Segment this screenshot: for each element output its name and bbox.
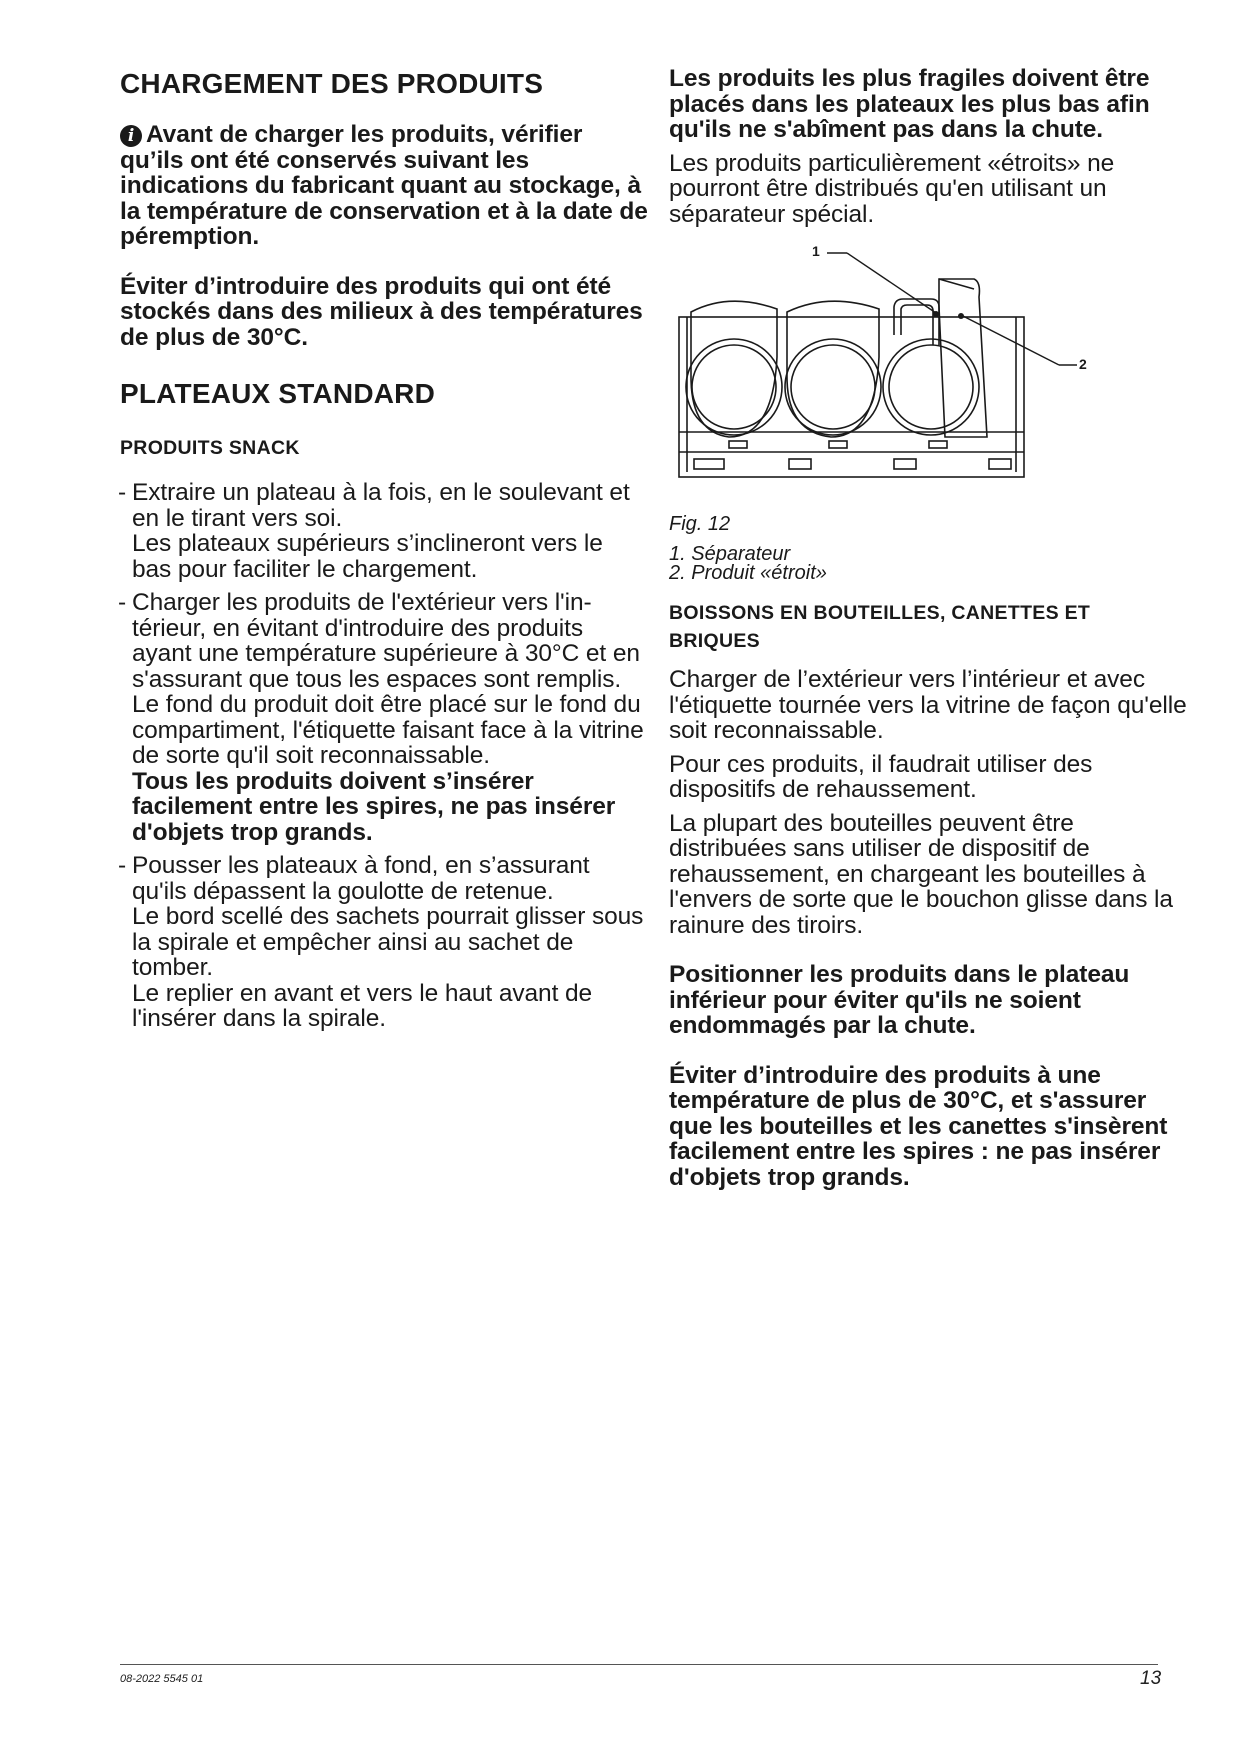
item2-bold: Tous les produits doivent s’insérer facilement entre les spires, ne pas insérer d'objets trop grands. (132, 767, 616, 846)
instruction-list (120, 480, 648, 1032)
footer-divider (120, 1664, 1158, 1665)
item2-text: Charger les produits de l'extérieur vers l'intérieur, en évitant d'introduire des produits ayant une température supérieure à 30°C et en s'assurant que tous les espaces sont remplis. Le fond du produit doit être placé sur le fond du compartiment, l'étiquette faisant face à la vitrine de sorte qu'il soit reconnaissable. (132, 589, 644, 769)
item1-text1: Extraire un plateau à la fois, en le soulevant et en le tirant vers soi. (132, 479, 630, 532)
fragile-paragraph: Les produits les plus fragiles doivent être placés dans les plateaux les plus bas afin qu'ils ne s'abîment pas dans la chute. (669, 65, 1150, 143)
legend-item-2: 2. Produit «étroit» (669, 562, 827, 584)
right-column (669, 66, 1191, 1190)
left-column (120, 66, 648, 1040)
legend-item-1: 1. Séparateur (669, 543, 791, 565)
figure-legend (669, 545, 1191, 583)
list-item: - Pousser les plateaux à fond, en s’assurant qu'ils dépassent la goulotte de retenue. Le bord scellé des sachets pourrait glisser sous la spirale et empêcher ainsi au sachet de tomber. Le replier en avant et vers le haut avant de l'insérer dans la spirale. (120, 853, 648, 1032)
page-number: 13 (1140, 1668, 1162, 1689)
info-icon: i (120, 125, 142, 147)
item3-text1: Pousser les plateaux à fond, en s’assurant qu'ils dépassent la goulotte de retenue. (132, 852, 590, 905)
figure-12 (669, 237, 1089, 507)
warning-paragraph: Éviter d’introduire des produits qui ont été stockés dans des milieux à des températures de plus de 30°C. (120, 272, 643, 351)
item1-text2: Les plateaux supérieurs s’inclineront vers le bas pour faciliter le chargement. (132, 530, 603, 583)
subheading-boissons: BOISSONS EN BOUTEILLES, CANETTES ET BRIQUES (669, 602, 1091, 652)
bold-positionner: Positionner les produits dans le plateau inférieur pour éviter qu'ils ne soient endommagés par la chute. (669, 961, 1130, 1039)
figure-caption: Fig. 12 (669, 513, 731, 535)
bold-eviter: Éviter d’introduire des produits à une température de plus de 30°C, et s'assurer que les bouteilles et les canettes s'insèrent facilement entre les spires : ne pas insérer d'objets trop grands. (669, 1061, 1168, 1191)
narrow-paragraph: Les produits particulièrement «étroits» ne pourront être distribués qu'en utilisant un séparateur spécial. (669, 149, 1115, 228)
paragraph-bouteilles: La plupart des bouteilles peuvent être distribuées sans utiliser de dispositif de rehaussement, en chargeant les bouteilles à l'envers de sorte que le bouchon glisse dans la rainure des tiroirs. (669, 809, 1173, 939)
subheading-snack: PRODUITS SNACK (120, 437, 300, 459)
document-code: 08-2022 5545 01 (120, 1673, 204, 1685)
paragraph-rehaussement: Pour ces produits, il faudrait utiliser des dispositifs de rehaussement. (669, 750, 1093, 803)
note-text: Avant de charger les produits, vérifier qu’ils ont été conservés suivant les indications du fabricant quant au stockage, à la température de conservation et à la date de péremption. (120, 121, 648, 250)
list-item: - Extraire un plateau à la fois, en le soulevant et en le tirant vers soi. Les plateaux supérieurs s’inclineront vers le bas pour faciliter le chargement. (120, 480, 648, 582)
note-paragraph (120, 122, 648, 250)
list-item: - Charger les produits de l'extérieur vers l'intérieur, en évitant d'introduire des produits ayant une température supérieure à 30°C et en s'assurant que tous les espaces sont remplis. Le fond du produit doit être placé sur le fond du compartiment, l'étiquette faisant face à la vitrine de sorte qu'il soit reconnaissable. Tous les produits doivent s’insérer facilement entre les spires, ne pas insérer d'objets trop grands. (120, 590, 648, 845)
heading-plateaux: PLATEAUX STANDARD (120, 378, 436, 409)
tray-illustration (669, 237, 1089, 507)
paragraph-charger: Charger de l’extérieur vers l’intérieur et avec l'étiquette tournée vers la vitrine de façon qu'elle soit reconnaissable. (669, 666, 1187, 744)
item3-text2: Le bord scellé des sachets pourrait glisser sous la spirale et empêcher ainsi au sachet de tomber. (132, 903, 644, 981)
item3-text3: Le replier en avant et vers le haut avant de l'insérer dans la spirale. (132, 979, 593, 1032)
heading-chargement: CHARGEMENT DES PRODUITS (120, 68, 544, 99)
callout-1: 1 (812, 243, 820, 259)
callout-2: 2 (1079, 356, 1087, 372)
